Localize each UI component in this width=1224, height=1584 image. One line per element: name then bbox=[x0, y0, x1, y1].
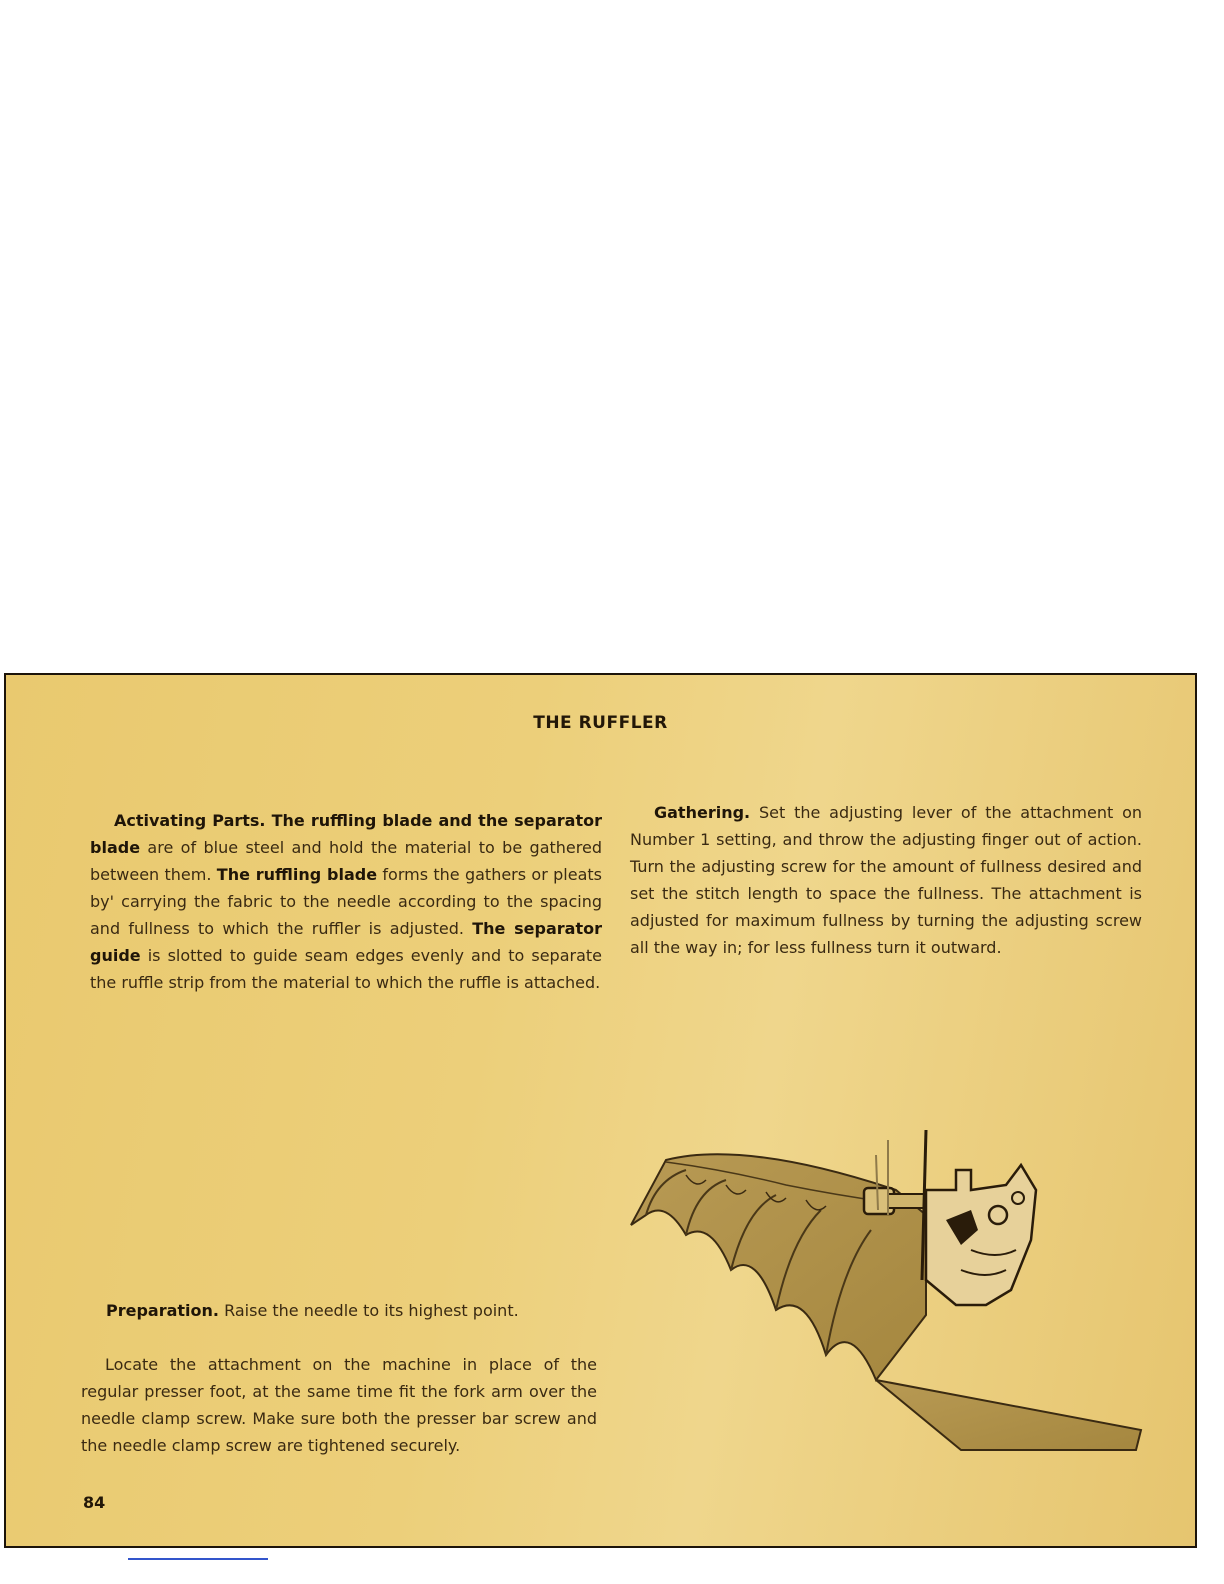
activating-bold-3: The separator guide bbox=[90, 919, 602, 965]
gathering-paragraph bbox=[630, 799, 1142, 961]
gathering-heading: Gathering. bbox=[654, 803, 751, 822]
preparation-paragraph bbox=[106, 1297, 602, 1324]
activating-bold-1: The ruffling blade and the separator blade bbox=[90, 811, 602, 857]
preparation-heading: Preparation. bbox=[106, 1301, 219, 1320]
activating-text-1: are of blue steel and hold the material to be gathered between them. bbox=[90, 838, 602, 884]
locate-attachment-paragraph: Locate the attachment on the machine in place of the regular presser foot, at the same time fit the fork arm over the needle clamp screw. Make sure both the presser bar screw and the needle clamp screw are tightened securely. bbox=[81, 1355, 597, 1455]
preparation-text: Raise the needle to its highest point. bbox=[219, 1301, 519, 1320]
activating-text-3: is slotted to guide seam edges evenly and to separate the ruffle strip from the material to which the ruffle is attached. bbox=[90, 946, 602, 992]
activating-bold-2: The ruffling blade bbox=[216, 865, 378, 884]
ruffler-attachment-illustration bbox=[626, 1130, 1146, 1475]
page-number: 84 bbox=[83, 1493, 106, 1512]
footer-link-underline[interactable] bbox=[128, 1558, 268, 1560]
activating-heading: Activating Parts. bbox=[114, 811, 266, 830]
activating-text-2: forms the gathers or pleats by' carrying the fabric to the needle according to the spacing and fullness to which the ruffler is adjusted. bbox=[90, 865, 602, 938]
gathering-text: Set the adjusting lever of the attachment on Number 1 setting, and throw the adjusting finger out of action. Turn the adjusting screw for the amount of fullness desired and set the stitch length to space the fullness. The attachment is adjusted for maximum fullness by turning the adjusting screw all the way in; for less fullness turn it outward. bbox=[630, 803, 1142, 957]
activating-parts-paragraph bbox=[90, 807, 602, 996]
page-title: THE RUFFLER bbox=[533, 713, 668, 733]
book-page-photo bbox=[4, 673, 1197, 1548]
